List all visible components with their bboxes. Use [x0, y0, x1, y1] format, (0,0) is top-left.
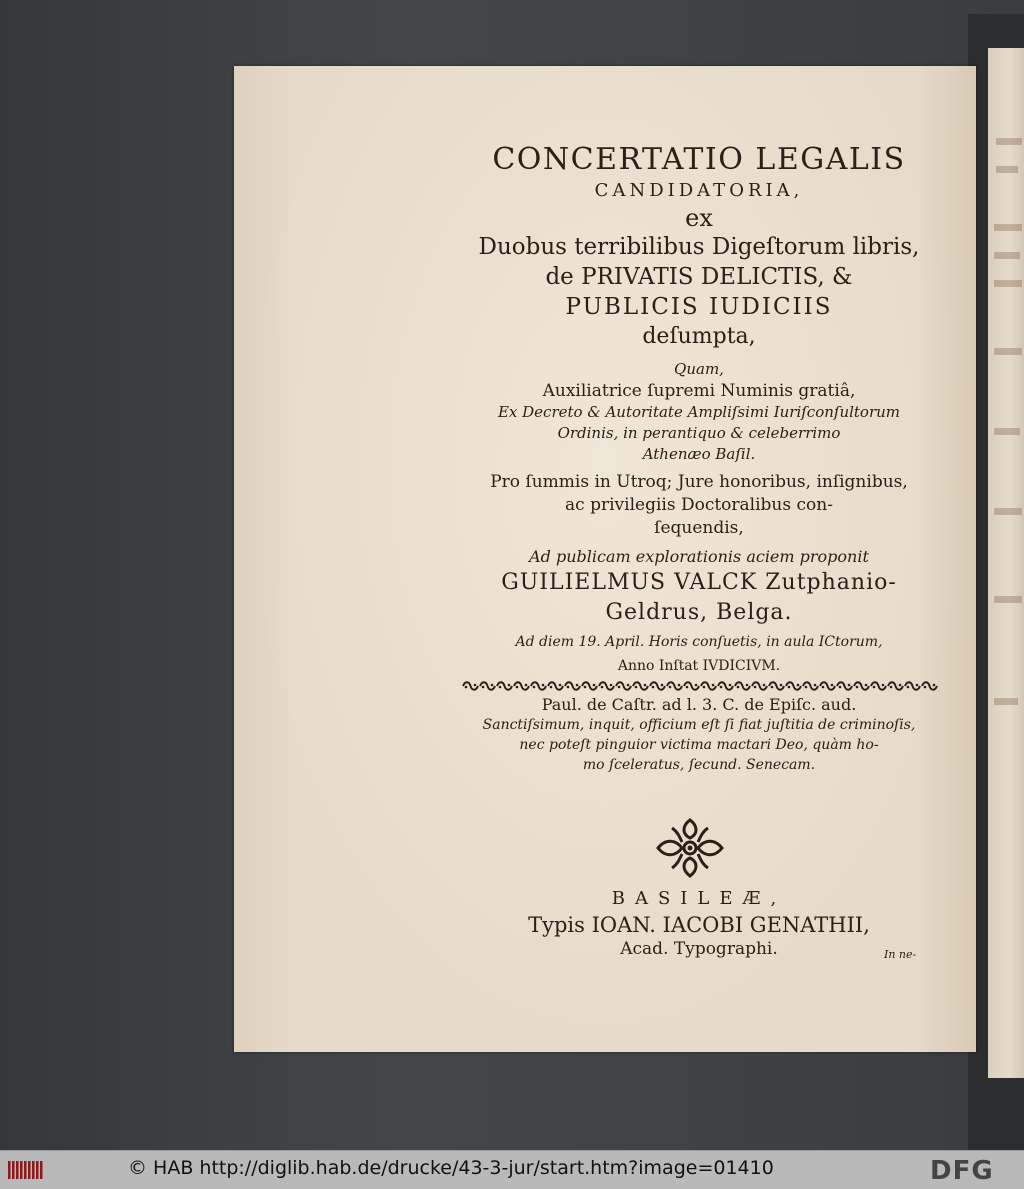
- title-line-1: CONCERTATIO LEGALIS: [492, 142, 906, 177]
- hab-logo-icon: [6, 1158, 46, 1182]
- title-line-17: GUILIELMUS VALCK Zutphanio-: [501, 570, 897, 595]
- title-line-19: Ad diem 19. April. Horis conſuetis, in aula ICtorum,: [515, 634, 883, 650]
- title-line-4: Duobus terribilibus Digeſtorum libris,: [478, 234, 920, 260]
- title-line-22: Sanctiſsimum, inquit, officium eſt ſi fiat juſtitia de criminoſis,: [482, 717, 916, 733]
- title-line-3: ex: [685, 204, 713, 232]
- title-line-15: ſequendis,: [654, 518, 744, 538]
- title-line-24: mo ſceleratus, ſecund. Senecam.: [582, 757, 816, 773]
- title-line-7: deſumpta,: [642, 324, 756, 349]
- imprint-place: BASILEÆ,: [611, 888, 787, 909]
- title-block: [234, 142, 976, 775]
- copyright-url-link[interactable]: © HAB http://diglib.hab.de/drucke/43-3-jur/start.htm?image=01410: [128, 1157, 774, 1179]
- title-line-10: Ex Decreto & Autoritate Ampliſsimi Iuriſconſultorum: [497, 403, 901, 421]
- title-line-13: Pro ſummis in Utroq; Jure honoribus, inſignibus,: [490, 472, 908, 492]
- title-line-9: Auxiliatrice ſupremi Numinis gratiâ,: [542, 381, 856, 401]
- imprint-printer: Typis IOAN. IACOBI GENATHII,: [528, 913, 870, 937]
- catchword: In ne-: [884, 948, 917, 961]
- ornament-border-icon: [462, 680, 938, 692]
- title-line-5: de PRIVATIS DELICTIS, &: [545, 264, 853, 290]
- title-line-23: nec poteſt pinguior victima mactari Deo, quàm ho-: [519, 737, 879, 753]
- title-line-8: Quam,: [674, 360, 724, 378]
- title-page: [234, 66, 976, 1052]
- title-line-20: Anno Inſtat IVDICIVM.: [617, 658, 781, 674]
- footer-bar: [0, 1150, 1024, 1189]
- title-line-14: ac privilegiis Doctoralibus con-: [565, 495, 833, 515]
- imprint-block: [234, 886, 976, 960]
- fleuron-ornament-icon: [652, 816, 728, 880]
- adjacent-page-edge: [988, 48, 1024, 1078]
- title-line-21: Paul. de Caſtr. ad l. 3. C. de Epiſc. aud.: [541, 695, 857, 714]
- title-line-12: Athenæo Baſil.: [642, 445, 756, 463]
- imprint-role: Acad. Typographi.: [620, 939, 778, 959]
- title-line-6: PUBLICIS IUDICIIS: [565, 294, 833, 320]
- dfg-logo: DFG: [930, 1156, 994, 1186]
- title-line-2: CANDIDATORIA,: [594, 180, 804, 201]
- title-line-18: Geldrus, Belga.: [605, 600, 793, 625]
- title-line-11: Ordinis, in perantiquo & celeberrimo: [557, 424, 841, 442]
- title-line-16: Ad publicam explorationis aciem proponit: [529, 547, 869, 566]
